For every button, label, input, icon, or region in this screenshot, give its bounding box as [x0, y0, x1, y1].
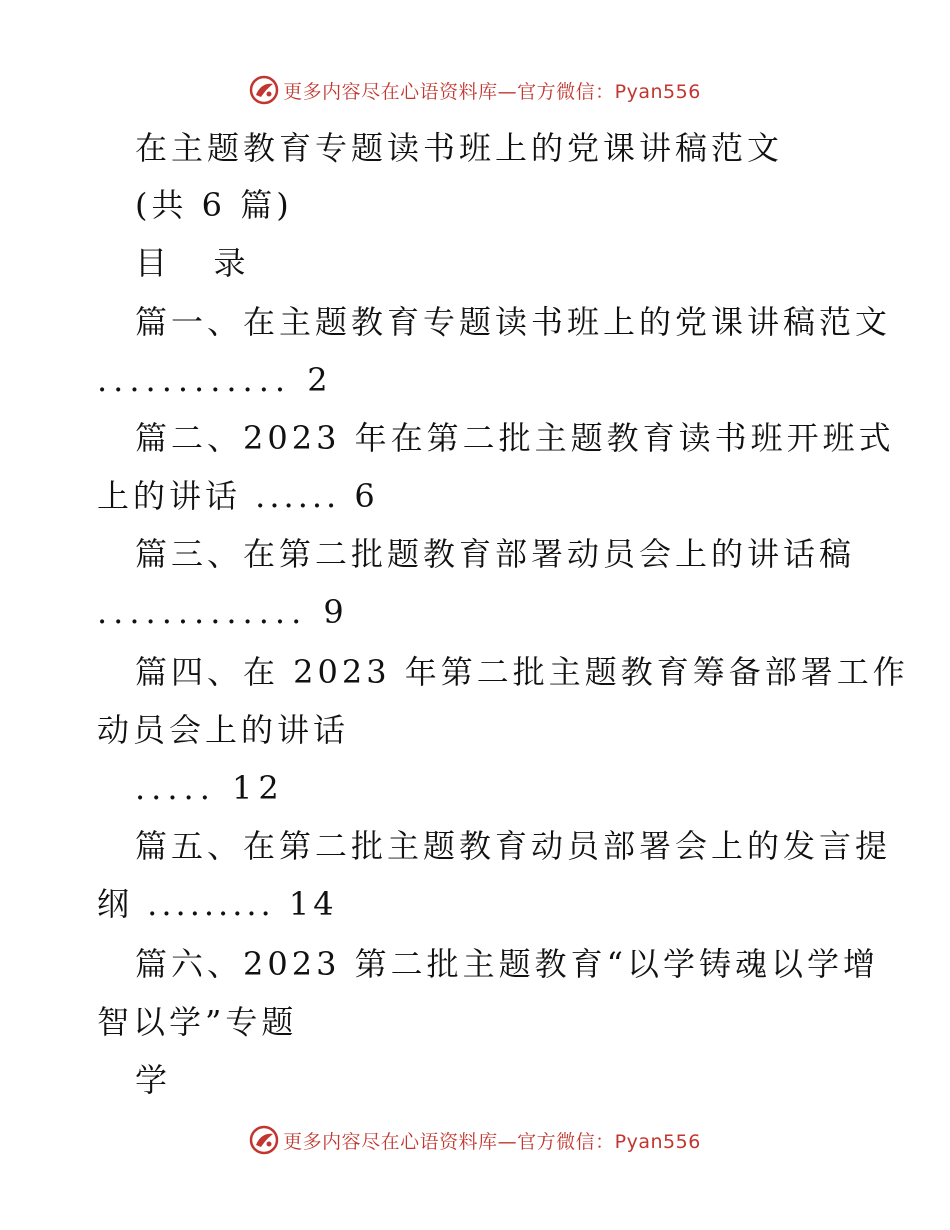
brand-logo-icon — [249, 1125, 279, 1155]
toc-entry-5-page: 纲 ......... 14 — [97, 885, 338, 923]
footer-watermark-banner — [0, 1120, 950, 1160]
toc-entry-2-title: 篇二、2023 年在第二批主题教育读书班开班式 — [135, 419, 895, 457]
toc-entry-5-title: 篇五、在第二批主题教育动员部署会上的发言提 — [135, 827, 892, 865]
header-watermark-text: 更多内容尽在心语资料库—官方微信：Pyan556 — [283, 80, 701, 103]
toc-entry-4-page: ..... 12 — [135, 769, 285, 807]
toc-entry-1-page: ............ 2 — [97, 361, 334, 399]
toc-entry-4-continuation: 动员会上的讲话 — [97, 711, 350, 749]
footer-watermark-text: 更多内容尽在心语资料库—官方微信：Pyan556 — [283, 1130, 701, 1153]
toc-entry-3-title: 篇三、在第二批题教育部署动员会上的讲话稿 — [135, 535, 856, 573]
toc-entry-6-title: 篇六、2023 第二批主题教育“以学铸魂以学增 — [135, 945, 879, 983]
toc-entry-4-title: 篇四、在 2023 年第二批主题教育筹备部署工作 — [135, 653, 909, 691]
document-title: 在主题教育专题读书班上的党课讲稿范文 — [135, 129, 784, 167]
toc-entry-6-fragment: 学 — [135, 1061, 172, 1099]
toc-entry-3-page: ............. 9 — [97, 593, 350, 631]
toc-heading: 目 录 — [135, 244, 250, 282]
toc-entry-6-continuation: 智以学”专题 — [97, 1003, 298, 1041]
document-subtitle: (共 6 篇) — [135, 186, 293, 224]
toc-entry-1-title: 篇一、在主题教育专题读书班上的党课讲稿范文 — [135, 303, 892, 341]
toc-entry-2-page: 上的讲话 ...... 6 — [97, 477, 379, 515]
